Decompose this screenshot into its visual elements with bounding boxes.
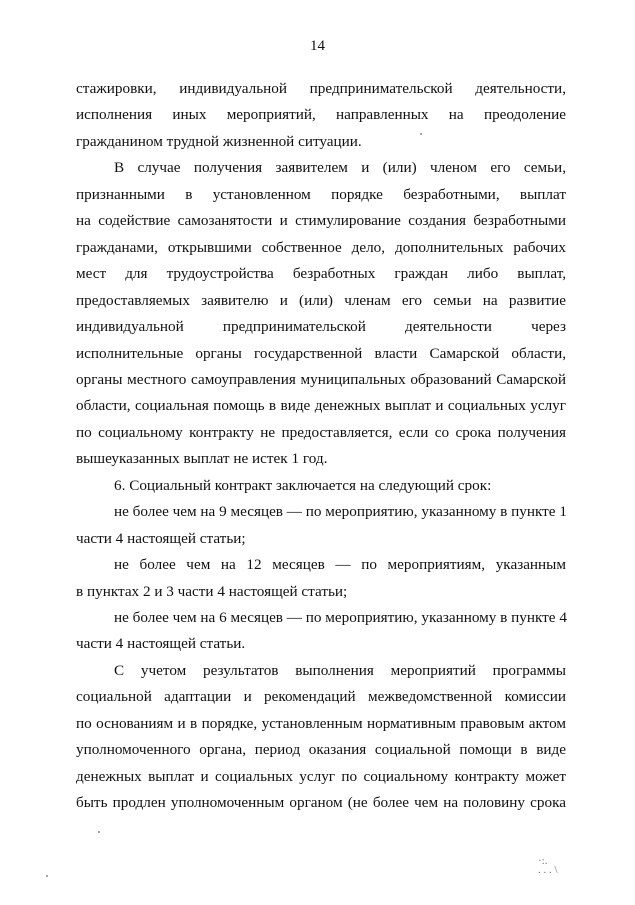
page-number: 14 — [310, 38, 325, 54]
scan-speck — [420, 133, 422, 135]
scan-speck — [46, 875, 48, 877]
text-line: исполнительные органы государственной власти Самарской области, — [76, 344, 566, 362]
text-line: индивидуальной предпринимательской деятельности через — [76, 318, 566, 336]
text-line: не более чем на 6 месяцев — по мероприятию, указанному в пункте 4 — [114, 609, 567, 626]
text-line: признанными в установленном порядке безработными, выплат — [76, 185, 566, 203]
text-line: по основаниям и в порядке, установленным нормативным правовым актом — [76, 714, 566, 732]
text-line: не более чем на 9 месяцев — по мероприятию, указанному в пункте 1 — [114, 503, 567, 521]
text-line: 6. Социальный контракт заключается на следующий срок: — [114, 476, 492, 494]
text-line: уполномоченного органа, период оказания социальной помощи в виде — [76, 741, 566, 759]
text-line: по социальному контракту не предоставляется, если со срока получения — [76, 423, 566, 441]
text-line: С учетом результатов выполнения мероприятий программы — [114, 661, 566, 679]
text-line: области, социальная помощь в виде денежных выплат и социальных услуг — [76, 397, 566, 415]
text-line: денежных выплат и социальных услуг по социальному контракту может — [76, 767, 566, 785]
text-line: предоставляемых заявителю и (или) членам его семьи на развитие — [76, 291, 566, 309]
text-line: гражданами, открывшими собственное дело, дополнительных рабочих — [76, 238, 566, 256]
text-line: в пунктах 2 и 3 части 4 настоящей статьи; — [76, 582, 348, 600]
text-line: части 4 настоящей статьи. — [76, 635, 246, 653]
text-line: на содействие самозанятости и стимулирование создания безработными — [76, 212, 566, 230]
scan-marks: ·:. . . . \ — [538, 855, 558, 876]
text-line: мест для трудоустройства безработных граждан либо выплат, — [76, 265, 566, 283]
scan-speck — [98, 831, 100, 833]
text-line: части 4 настоящей статьи; — [76, 529, 246, 547]
text-line: исполнения иных мероприятий, направленных на преодоление — [76, 106, 566, 124]
text-line: органы местного самоуправления муниципальных образований Самарской — [76, 370, 566, 388]
text-line: вышеуказанных выплат не истек 1 год. — [76, 450, 328, 468]
text-line: гражданином трудной жизненной ситуации. — [76, 132, 362, 150]
text-line: стажировки, индивидуальной предпринимательской деятельности, — [76, 80, 566, 97]
text-line: не более чем на 12 месяцев — по мероприятиям, указанным — [114, 556, 566, 574]
text-line: В случае получения заявителем и (или) членом его семьи, — [114, 159, 566, 177]
text-line: социальной адаптации и рекомендаций межведомственной комиссии — [76, 688, 566, 706]
text-line: быть продлен уполномоченным органом (не более чем на половину срока — [76, 794, 566, 812]
